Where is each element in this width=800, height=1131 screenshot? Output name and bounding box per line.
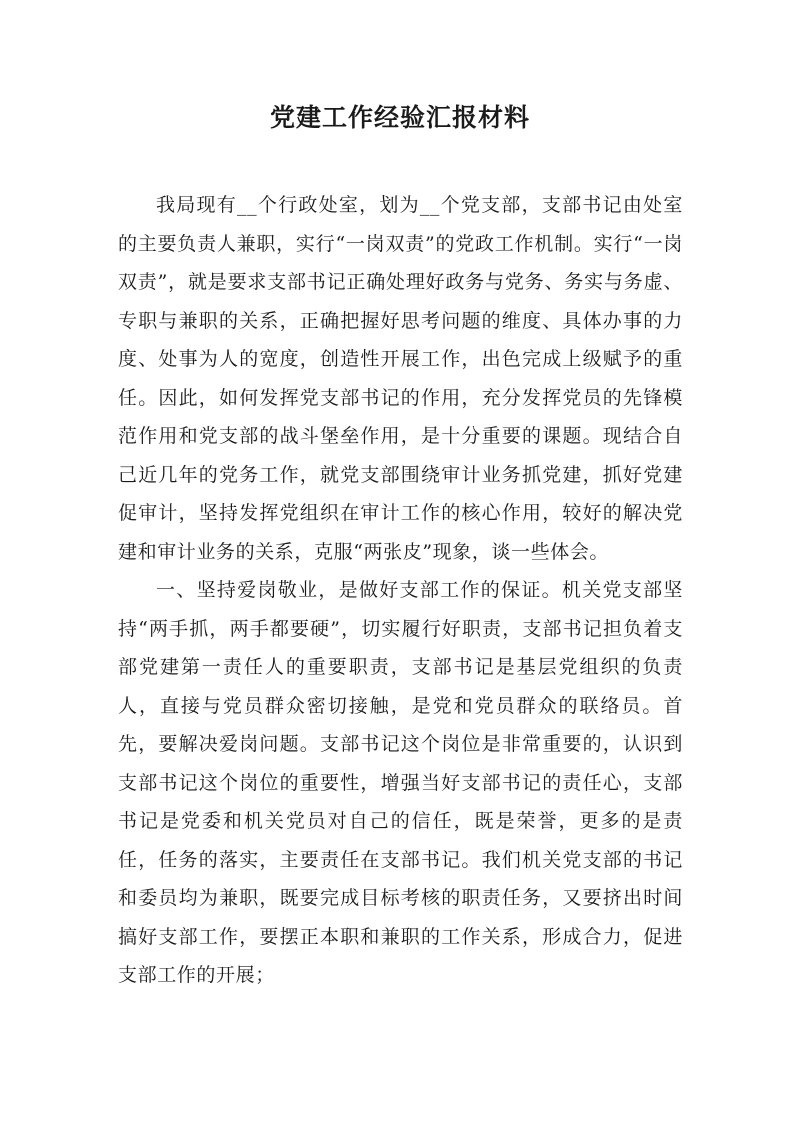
paragraph-intro: 我局现有__个行政处室，划为__个党支部，支部书记由处室的主要负责人兼职，实行“一岗双责”的党政工作机制。实行“一岗双责”，就是要求支部书记正确处理好政务与党务、务实与务虚、专职与兼职的关系，正确把握好思考问题的维度、具体办事的力度、处事为人的宽度，创造性开展工作，出色完成上级赋予的重任。因此，如何发挥党支部书记的作用，充分发挥党员的先锋模范作用和党支部的战斗堡垒作用，是十分重要的课题。现结合自己近几年的党务工作，就党支部围绕审计业务抓党建，抓好党建促审计，坚持发挥党组织在审计工作的核心作用，较好的解决党建和审计业务的关系，克服“两张皮”现象，谈一些体会。 xyxy=(118,194,683,563)
paragraph-section-1: 一、坚持爱岗敬业，是做好支部工作的保证。机关党支部坚持“两手抓，两手都要硬”，切实履行好职责，支部书记担负着支部党建第一责任人的重要职责，支部书记是基层党组织的负责人，直接与党员群众密切接触，是党和党员群众的联络员。首先，要解决爱岗问题。支部书记这个岗位是非常重要的，认识到支部书记这个岗位的重要性，增强当好支部书记的责任心，支部书记是党委和机关党员对自己的信任，既是荣誉，更多的是责任，任务的落实，主要责任在支部书记。我们机关党支部的书记和委员均为兼职，既要完成目标考核的职责任务，又要挤出时间搞好支部工作，要摆正本职和兼职的工作关系，形成合力，促进支部工作的开展； xyxy=(118,579,683,986)
document-title: 党建工作经验汇报材料 xyxy=(269,103,530,132)
document-body xyxy=(118,186,683,995)
